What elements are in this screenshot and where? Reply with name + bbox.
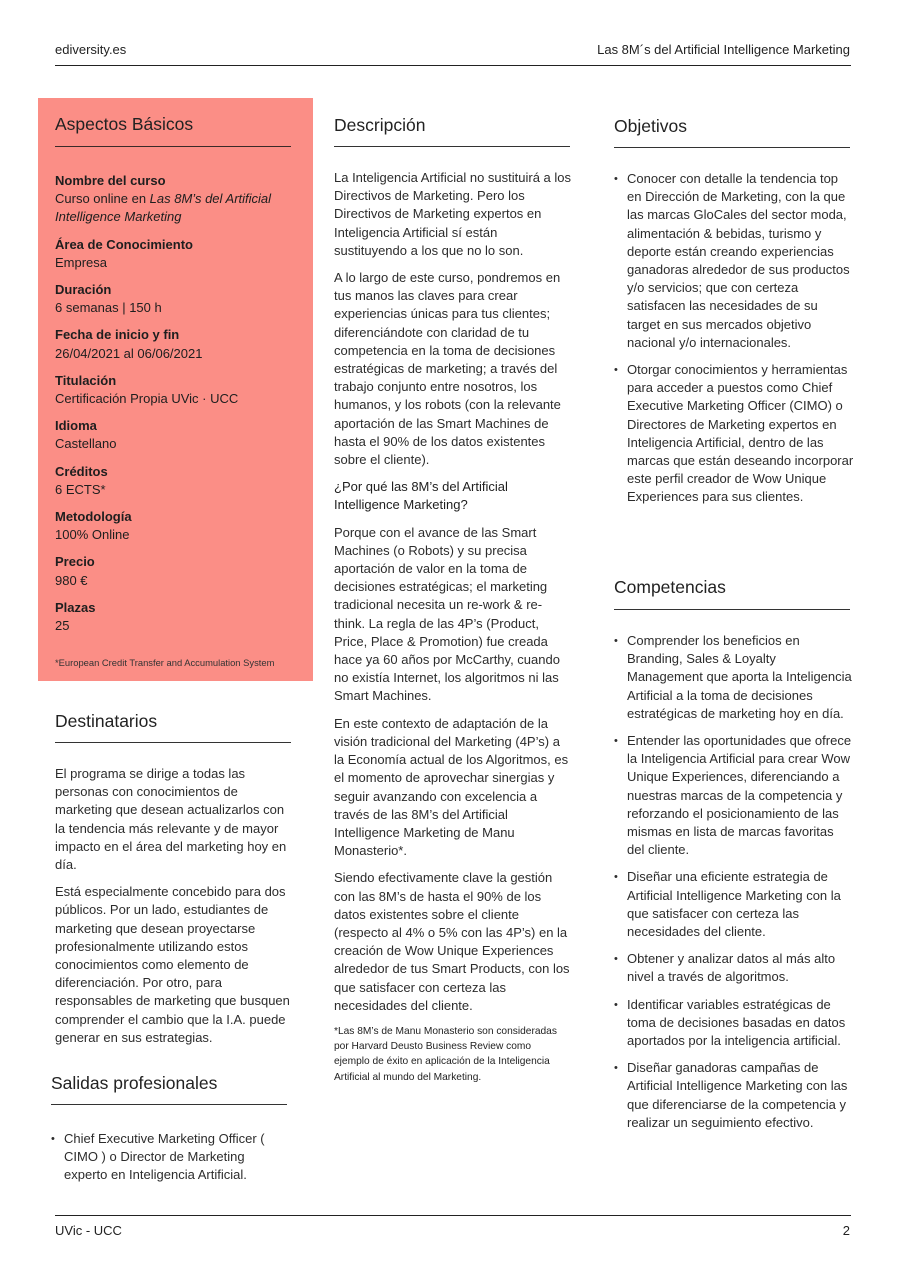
field-duracion: [55, 281, 300, 317]
field-label: Metodología: [55, 509, 132, 525]
descripcion-title: Descripción: [334, 115, 426, 135]
competencias-title: Competencias: [614, 577, 726, 597]
list-item: • Comprender los beneficios en Branding, Sales & Loyalty Management que aporta la Inteligencia Artificial a la toma de decisiones estratégicas de marketing hoy en día.: [614, 632, 854, 723]
field-label: Duración: [55, 282, 112, 298]
page-number: 2: [842, 1223, 850, 1238]
field-nombre: [55, 172, 300, 227]
course-name-emphasis: Las 8M’s del Artificial Intelligence Marketing: [55, 191, 272, 225]
list-item: • Identificar variables estratégicas de toma de decisiones basadas en datos aportados por la inteligencia artificial.: [614, 996, 854, 1051]
destinatarios-title-rule: [55, 742, 291, 743]
field-label: Fecha de inicio y fin: [55, 327, 180, 343]
list-item: • Diseñar ganadoras campañas de Artificial Intelligence Marketing con las que diferenciarse de la competencia y realizar un seguimiento efectivo.: [614, 1059, 854, 1132]
objetivos-title-rule: [614, 147, 850, 148]
list-item: • Chief Executive Marketing Officer ( CIMO ) o Director de Marketing experto en Inteligencia Artificial.: [51, 1130, 291, 1185]
question-heading: ¿Por qué las 8M’s del Artificial Intelligence Marketing?: [334, 479, 508, 513]
footer-institution: UVic - UCC: [55, 1223, 122, 1238]
paragraph: La Inteligencia Artificial no sustituirá a los Directivos de Marketing. Pero los Directivos de Marketing expertos en Inteligencia Artificial sí están sustituyendo a los que no lo son.: [334, 170, 572, 258]
list-item: • Otorgar conocimientos y herramientas para acceder a puestos como Chief Executive Marketing Officer (CIMO) o Directores de Marketing expertos en Inteligencia Artificial, dentro de las marcas que están deseando incorporar este perfil creador de Wow Unique Experiences para sus clientes.: [614, 361, 854, 507]
field-label: Plazas: [55, 599, 96, 615]
paragraph: Siendo efectivamente clave la gestión con las 8M’s de hasta el 90% de los datos existentes sobre el cliente (respecto al 4% o 5% con las 4P’s) en la creación de Wow Unique Experiences alrededor de tus Smart Products, con los que satisfacer con certeza las necesidades del cliente.: [334, 870, 570, 1013]
field-value: 25: [55, 618, 70, 634]
salidas-list-wrap: [51, 1130, 291, 1194]
destinatarios-text: [55, 765, 295, 1056]
field-label: Área de Conocimiento: [55, 236, 193, 252]
field-metodologia: [55, 508, 300, 544]
field-value: 980 €: [55, 572, 88, 588]
salidas-title-rule: [51, 1104, 287, 1105]
header-divider: [55, 65, 851, 66]
competencias-list-wrap: [614, 632, 854, 1141]
list-item: • Entender las oportunidades que ofrece la Inteligencia Artificial para crear Wow Unique Experiences, diferenciando a nuestras marcas de la competencia y reforzando el posicionamiento de las mismas en lista de marcas favoritas del cliente.: [614, 732, 854, 859]
harvard-note: *Las 8M’s de Manu Monasterio son consideradas por Harvard Deusto Business Review como ejemplo de éxito en aplicación de la Inteligencia Artificial al mundo del Marketing.: [334, 1025, 557, 1083]
paragraph: El programa se dirige a todas las personas con conocimientos de marketing que desean actualizarlos con la tendencia más relevante y de mayor impacto en el área del marketing hoy en día.: [55, 766, 287, 873]
field-label: Créditos: [55, 463, 108, 479]
salidas-list: [51, 1130, 291, 1185]
field-value: 6 ECTS*: [55, 481, 106, 497]
descripcion-title-rule: [334, 146, 570, 147]
aspectos-basicos-title: Aspectos Básicos: [55, 114, 194, 134]
document-title: Las 8M´s del Artificial Intelligence Marketing: [597, 42, 850, 57]
salidas-title: Salidas profesionales: [51, 1073, 218, 1093]
field-value: 26/04/2021 al 06/06/2021: [55, 345, 203, 361]
list-item: • Obtener y analizar datos al más alto nivel a través de algoritmos.: [614, 950, 854, 986]
competencias-list: [614, 632, 854, 1132]
field-value: 6 semanas | 150 h: [55, 300, 162, 316]
aspectos-title-rule: [55, 146, 291, 147]
field-value: Empresa: [55, 254, 108, 270]
field-value: [55, 190, 300, 226]
paragraph: A lo largo de este curso, pondremos en tus manos las claves para crear experiencias únicas para tus clientes; diferenciándote con claridad de tu competencia en la toma de decisiones estratégicas de marketing; a través del trabajo conjunto entre nosotros, los humanos, y los robots (con la relevante aportación de las Smart Machines de hasta el 90% de los datos existentes sobre el cliente).: [334, 270, 561, 468]
field-area: [55, 236, 300, 272]
field-value: 100% Online: [55, 527, 130, 543]
site-name: ediversity.es: [55, 42, 127, 57]
paragraph: En este contexto de adaptación de la visión tradicional del Marketing (4P’s) a la Economía actual de los Algoritmos, es el momento de aprovechar sinergias y seguir avanzando con excelencia a través de las 8M’s del Artificial Intelligence Marketing de Manu Monasterio*.: [334, 715, 569, 859]
course-fields: [55, 172, 300, 644]
competencias-title-rule: [614, 609, 850, 610]
ects-footnote: *European Credit Transfer and Accumulation System: [55, 657, 275, 668]
field-precio: [55, 553, 300, 589]
paragraph: Porque con el avance de las Smart Machines (o Robots) y su precisa aportación de valor en la toma de decisiones estratégicas; el marketing tradicional necesita un re-work & re-think. La regla de las 4P’s (Product, Price, Place & Promotion) fue creada hace ya 60 años por McCarthy, cuando no existía Internet, los algoritmos ni las Smart Machines.: [334, 524, 560, 704]
field-label: Idioma: [55, 418, 97, 434]
list-item: • Diseñar una eficiente estrategia de Artificial Intelligence Marketing con la que satisfacer con certeza las necesidades del cliente.: [614, 868, 854, 941]
aspectos-basicos-panel: [38, 98, 313, 681]
descripcion-text: [334, 169, 572, 1085]
list-item: • Conocer con detalle la tendencia top en Dirección de Marketing, con la que las marcas GloCales del sector moda, alimentación & bebidas, turismo y deporte están creando experiencias ganadoras alrededor de sus productos y/o servicios; que con certeza satisfacen las necesidades de su target en sus mercados objetivo nacional y/o internacionales.: [614, 170, 854, 352]
field-titulacion: [55, 372, 300, 408]
destinatarios-title: Destinatarios: [55, 711, 158, 731]
field-label: Precio: [55, 554, 95, 570]
field-creditos: [55, 463, 300, 499]
field-value-text: Curso online en: [55, 191, 150, 207]
paragraph: Está especialmente concebido para dos públicos. Por un lado, estudiantes de marketing que desean proyectarse profesionalmente utilizando estos conocimientos como elemento de diferenciación. Por otro, para responsables de marketing que busquen comprender el cambio que la I.A. puede generar en sus estrategias.: [55, 884, 290, 1045]
objetivos-title: Objetivos: [614, 116, 687, 136]
field-value: Certificación Propia UVic · UCC: [55, 391, 239, 407]
objetivos-list: [614, 170, 854, 507]
field-idioma: [55, 417, 300, 453]
field-label: Nombre del curso: [55, 173, 166, 188]
field-value: Castellano: [55, 436, 117, 452]
footer-divider: [55, 1215, 851, 1216]
field-plazas: [55, 599, 300, 635]
objetivos-list-wrap: [614, 170, 854, 516]
field-fechas: [55, 326, 300, 362]
field-label: Titulación: [55, 372, 117, 388]
